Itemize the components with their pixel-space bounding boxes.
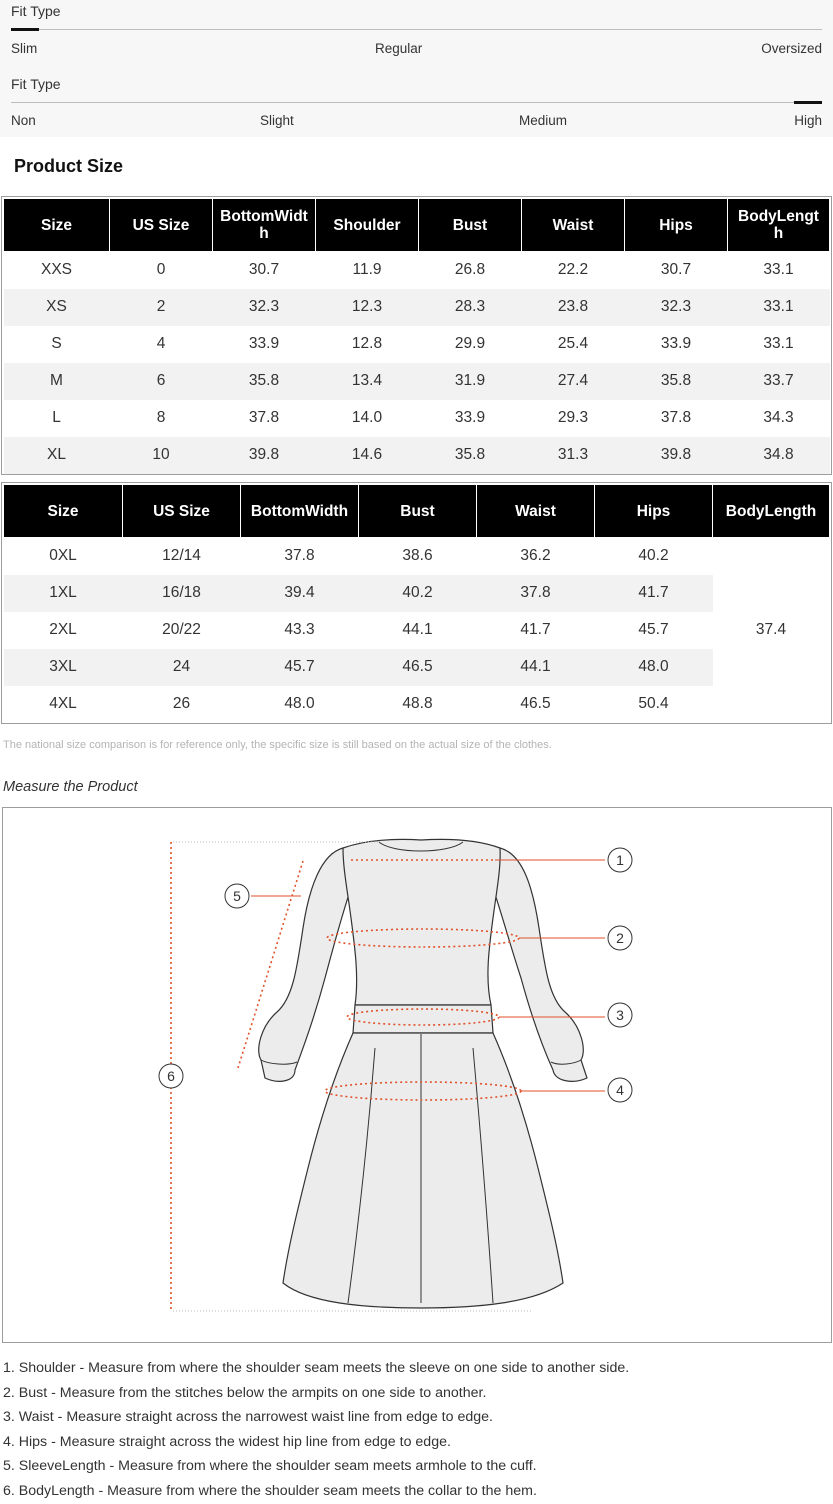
table-cell: 48.8: [402, 695, 433, 712]
table-cell: 12.8: [351, 335, 383, 352]
header-size: Size: [4, 485, 123, 538]
header-waist: Waist: [477, 485, 595, 538]
table-cell: 26.8: [454, 261, 486, 279]
table-cell: 44.1: [402, 621, 433, 638]
table-cell: 10: [110, 437, 213, 474]
table-row: [4, 575, 830, 612]
instruction-hips: 4. Hips - Measure straight across the widest hip line from edge to edge.: [3, 1433, 451, 1450]
table-cell: 29.3: [557, 409, 589, 426]
measure-title: Measure the Product: [3, 779, 138, 795]
instruction-shoulder: 1. Shoulder - Measure from where the shoulder seam meets the sleeve on one side to another side.: [3, 1360, 630, 1376]
table-cell: 24: [123, 649, 241, 686]
product-size-title: Product Size: [14, 156, 124, 176]
table-cell: 33.1: [763, 335, 794, 352]
fit-option-slim: Slim: [11, 41, 38, 56]
table-cell: 35.8: [419, 437, 522, 474]
table-cell: 40.2: [359, 575, 477, 612]
table-cell: 4XL: [49, 695, 77, 712]
stretch-type-marker: [794, 101, 822, 104]
marker-4-label: 4: [616, 1082, 624, 1098]
table-row: [4, 252, 830, 289]
instruction-bust: 2. Bust - Measure from the stitches below the armpits on one side to another.: [3, 1384, 487, 1401]
header-body-length: BodyLength: [713, 485, 830, 538]
header-hips: Hips: [625, 199, 728, 252]
stretch-type-track: [11, 102, 822, 103]
table-cell: 4: [156, 335, 166, 352]
header-us-size: US Size: [110, 199, 213, 252]
header-body-length: BodyLength: [728, 199, 830, 252]
table-cell: 33.9: [248, 335, 280, 352]
fit-type-panel: [0, 0, 833, 137]
header-bottom-width: BottomWidth: [213, 199, 316, 252]
table-cell: 37.8: [284, 547, 315, 565]
table-cell: 38.6: [402, 547, 433, 565]
table-cell: 20/22: [162, 621, 201, 638]
table-cell: 48.0: [595, 649, 713, 686]
table-cell: 45.7: [638, 621, 669, 638]
instruction-body-length: 6. BodyLength - Measure from where the shoulder seam meets the collar to the hem.: [3, 1482, 537, 1499]
table-cell: L: [52, 409, 61, 426]
header-bust: Bust: [419, 199, 522, 252]
table-cell: 23.8: [522, 289, 625, 326]
table-cell: 33.1: [728, 289, 830, 326]
table-row: [4, 538, 830, 575]
table-cell: XXS: [40, 261, 72, 279]
table-header-row: [4, 485, 830, 538]
table-cell: 33.9: [660, 335, 692, 352]
table-cell: 3XL: [4, 649, 123, 686]
table-cell: 0: [156, 261, 166, 279]
table-cell: 8: [156, 409, 166, 426]
fit-type-marker: [11, 28, 39, 31]
table-cell: 27.4: [522, 363, 625, 400]
table-cell: 14.0: [351, 409, 383, 426]
fit-type-title: Fit Type: [11, 3, 61, 19]
marker-2-label: 2: [616, 930, 624, 946]
table-cell: 44.1: [477, 649, 595, 686]
stretch-option-high: High: [794, 113, 822, 128]
table-cell: 26: [172, 695, 191, 712]
table-cell: 12.3: [316, 289, 419, 326]
table-cell: 40.2: [638, 547, 669, 565]
table-cell: 16/18: [123, 575, 241, 612]
table-cell: 29.9: [454, 335, 486, 352]
header-us-size: US Size: [123, 485, 241, 538]
table-row: [4, 400, 830, 437]
size-note: The national size comparison is for reference only, the specific size is still based on the actual size of the clothes.: [3, 739, 552, 751]
table-cell: 22.2: [557, 261, 589, 279]
table-cell-merged: 37.4: [713, 538, 830, 723]
marker-1-label: 1: [616, 852, 624, 868]
table-cell: 25.4: [557, 335, 589, 352]
table-cell: 34.3: [763, 409, 794, 426]
table-cell: 32.3: [625, 289, 728, 326]
instruction-sleeve-length: 5. SleeveLength - Measure from where the shoulder seam meets armhole to the cuff.: [3, 1458, 537, 1475]
table-cell: M: [4, 363, 110, 400]
marker-5-label: 5: [233, 888, 241, 904]
size-table-1: [3, 198, 830, 474]
table-row: [4, 612, 830, 649]
table-cell: 48.0: [284, 695, 315, 712]
stretch-option-slight: Slight: [260, 113, 294, 128]
table-cell: 37.8: [660, 409, 692, 426]
table-row: [4, 363, 830, 400]
table-cell: 33.1: [763, 261, 794, 279]
stretch-option-non: Non: [11, 113, 36, 128]
size-table-2: [3, 484, 830, 723]
table-row: [4, 437, 830, 474]
table-cell: 31.3: [522, 437, 625, 474]
table-cell: 45.7: [241, 649, 359, 686]
header-bust: Bust: [359, 485, 477, 538]
table-row: [4, 686, 830, 723]
marker-6-label: 6: [167, 1068, 175, 1084]
stretch-type-title: Fit Type: [11, 76, 61, 92]
table-cell: 39.8: [625, 437, 728, 474]
table-cell: 36.2: [520, 547, 551, 565]
instruction-waist: 3. Waist - Measure straight across the narrowest waist line from edge to edge.: [3, 1409, 493, 1426]
table-cell: 46.5: [359, 649, 477, 686]
table-cell: 13.4: [316, 363, 419, 400]
fit-option-oversized: Oversized: [761, 41, 822, 56]
table-cell: 1XL: [4, 575, 123, 612]
table-cell: 30.7: [660, 261, 692, 279]
table-cell: 33.9: [454, 409, 486, 426]
table-cell: 2XL: [49, 621, 77, 638]
table-cell: 28.3: [419, 289, 522, 326]
table-cell: XS: [4, 289, 110, 326]
table-cell: 31.9: [419, 363, 522, 400]
table-cell: 0XL: [49, 547, 77, 565]
table-cell: 11.9: [352, 261, 382, 279]
header-waist: Waist: [522, 199, 625, 252]
table-cell: 30.7: [248, 261, 280, 279]
header-bottom-width: BottomWidth: [241, 485, 359, 538]
table-header-row: [4, 199, 830, 252]
dress-illustration: [3, 808, 831, 1342]
table-cell: XL: [4, 437, 110, 474]
fit-option-regular: Regular: [375, 41, 423, 56]
table-cell: 14.6: [316, 437, 419, 474]
table-cell: 35.8: [625, 363, 728, 400]
marker-3-label: 3: [616, 1007, 624, 1023]
header-size: Size: [4, 199, 110, 252]
table-cell: 35.8: [213, 363, 316, 400]
table-cell: 33.7: [728, 363, 830, 400]
table-cell: 43.3: [284, 621, 315, 638]
measurement-instructions: [3, 1356, 831, 1504]
table-row: [4, 289, 830, 326]
table-cell: 39.4: [241, 575, 359, 612]
table-cell: 50.4: [638, 695, 669, 712]
table-cell: 2: [110, 289, 213, 326]
table-cell: 46.5: [520, 695, 551, 712]
table-cell: 41.7: [595, 575, 713, 612]
table-cell: 39.8: [213, 437, 316, 474]
table-cell: 37.8: [477, 575, 595, 612]
header-shoulder: Shoulder: [316, 199, 419, 252]
table-cell: 34.8: [728, 437, 830, 474]
measure-diagram: [2, 807, 832, 1343]
table-cell: 12/14: [162, 547, 201, 565]
table-cell: 41.7: [520, 621, 551, 638]
header-hips: Hips: [595, 485, 713, 538]
table-row: [4, 326, 830, 363]
table-cell: S: [51, 335, 62, 352]
stretch-option-medium: Medium: [519, 113, 568, 128]
fit-type-track: [11, 29, 822, 30]
table-cell: 32.3: [213, 289, 316, 326]
table-row: [4, 649, 830, 686]
table-cell: 6: [110, 363, 213, 400]
table-cell: 37.8: [248, 409, 280, 426]
